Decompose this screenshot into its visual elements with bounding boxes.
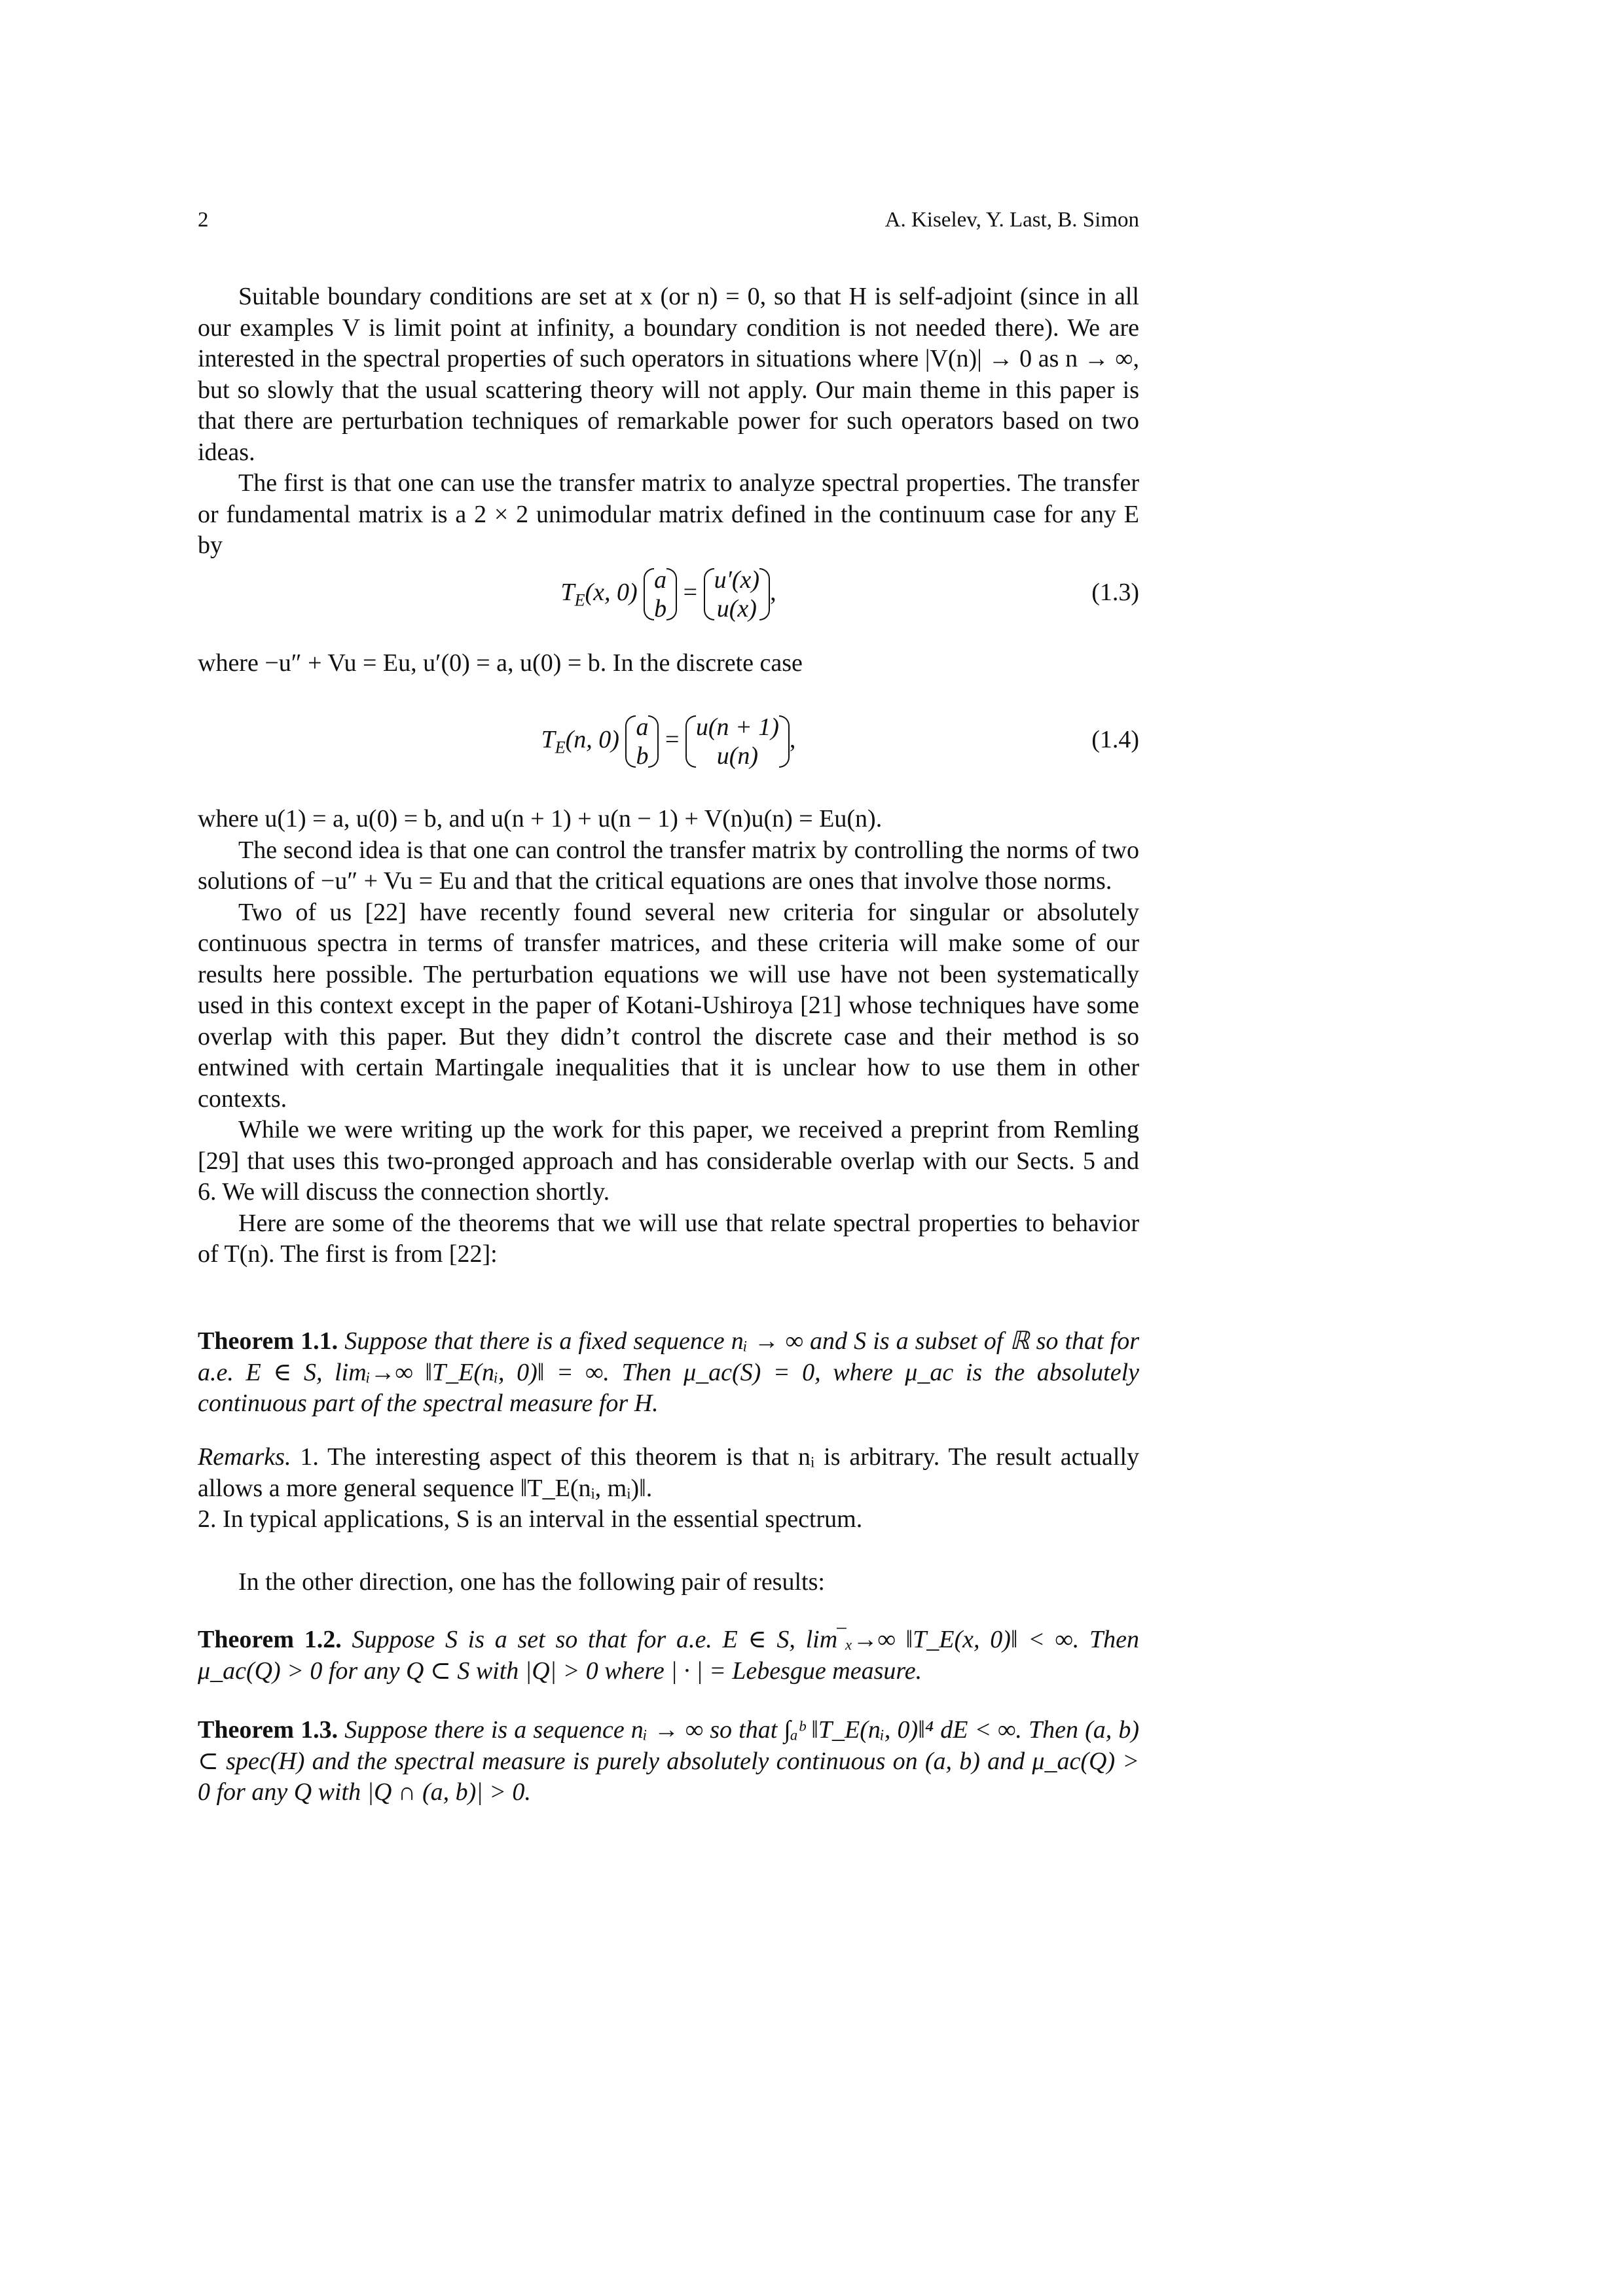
paragraph-transfer-matrix: The first is that one can use the transfer matrix to analyze spectral properties. The transfer or fundamental matrix is a 2 × 2 unimodular matrix defined in the continuum case for any E by (198, 469, 1139, 559)
theorem-label: Theorem 1.3. (198, 1716, 338, 1744)
paragraph-theorems-intro: Here are some of the theorems that we will use that relate spectral properties to behavior of T(n). The first is from [22]: (198, 1209, 1139, 1268)
equation-1-3 (198, 550, 1139, 635)
theorem-label: Theorem 1.1. (198, 1327, 338, 1355)
running-header (198, 208, 1139, 240)
vector-rhs: u′(x) u(x) (704, 565, 771, 623)
paragraph-other-direction: In the other direction, one has the following pair of results: (238, 1568, 825, 1596)
vector-rhs: u(n + 1) u(n) (685, 713, 790, 770)
equation-1-4 (198, 697, 1139, 782)
paragraph-remling: While we were writing up the work for this paper, we received a preprint from Remling [29] that uses this two-pronged approach and has considerable overlap with our Sects. 5 and 6. We will discuss the connection shortly. (198, 1116, 1139, 1206)
equation-1-4-body: $T_E(n$, 0) a b = u(n + 1) u(n) , (541, 713, 796, 770)
remarks (198, 1442, 1139, 1535)
remarks-label: Remarks. (198, 1443, 291, 1471)
remark-1: 1. The interesting aspect of this theorem is that nᵢ is arbitrary. The result actually allows a more general sequence ‖T_E(nᵢ, mᵢ)‖. (198, 1443, 1140, 1502)
vector-ab: a b (644, 565, 677, 623)
equation-number: (1.4) (1091, 726, 1139, 753)
text-block-2 (198, 648, 1139, 679)
theorem-text: Suppose that there is a fixed sequence nᵢ → ∞ and S is a subset of ℝ so that for a.e. E ∈ S, limᵢ→∞ ‖T_E(nᵢ, 0)‖ = ∞. Then μ_ac(S) = 0, where μ_ac is the absolutely continuous part of the spectral measure for H. (198, 1327, 1140, 1417)
equation-1-3-body: $T_E(x$, 0) a b = u′(x) u(x) , (560, 566, 776, 623)
paragraph-boundary-conditions: Suitable boundary conditions are set at x (or n) = 0, so that H is self-adjoint (since in all our examples V is limit point at infinity, a boundary condition is not needed there). We are interested in the spectral properties of such operators in situations where |V(n)| → 0 as n → ∞, but so slowly that the usual scattering theory will not apply. Our main theme in this paper is that there are perturbation techniques of remarkable power for such operators based on two ideas. (198, 283, 1139, 466)
running-authors: A. Kiselev, Y. Last, B. Simon (884, 208, 1139, 232)
equation-number: (1.3) (1091, 579, 1139, 606)
vector-ab: a b (625, 713, 659, 770)
text-block-3 (198, 804, 1139, 1270)
page-number: 2 (198, 208, 209, 232)
paragraph-discrete-conditions: where u(1) = a, u(0) = b, and u(n + 1) + u(n − 1) + V(n)u(n) = Eu(n). (198, 805, 883, 833)
theorem-1-1 (198, 1326, 1139, 1420)
theorem-text: Suppose there is a sequence nᵢ → ∞ so that ∫ₐᵇ ‖T_E(nᵢ, 0)‖⁴ dE < ∞. Then (a, b) ⊂ spec(H) and the spectral measure is purely absolutely continuous on (a, b) and μ_ac(Q) > 0 for any Q with |Q ∩ (a, b)| > 0. (198, 1716, 1140, 1806)
text-block-4 (198, 1567, 1139, 1598)
paragraph-criteria: Two of us [22] have recently found several new criteria for singular or absolutely continuous spectra in terms of transfer matrices, and these criteria will make some of our results here possible. The perturbation equations we will use have not been systematically used in this context except in the paper of Kotani-Ushiroya [21] whose techniques have some overlap with this paper. But they didn’t control the discrete case and their method is so entwined with certain Martingale inequalities that it is unclear how to use them in other contexts. (198, 898, 1139, 1113)
paragraph-discrete-case: where −u″ + Vu = Eu, u′(0) = a, u(0) = b. In the discrete case (198, 649, 803, 677)
paragraph-second-idea: The second idea is that one can control the transfer matrix by controlling the norms of two solutions of −u″ + Vu = Eu and that the critical equations are ones that involve those norms. (198, 836, 1139, 895)
text-block-1 (198, 281, 1139, 562)
theorem-1-2 (198, 1624, 1139, 1687)
theorem-1-3 (198, 1715, 1139, 1808)
theorem-text: Suppose S is a set so that for a.e. E ∈ S, lim‾ₓ→∞ ‖T_E(x, 0)‖ < ∞. Then μ_ac(Q) > 0 for any Q ⊂ S with |Q| > 0 where | · | = Lebesgue measure. (198, 1626, 1140, 1685)
remark-2: 2. In typical applications, S is an interval in the essential spectrum. (198, 1505, 863, 1533)
theorem-label: Theorem 1.2. (198, 1626, 342, 1653)
